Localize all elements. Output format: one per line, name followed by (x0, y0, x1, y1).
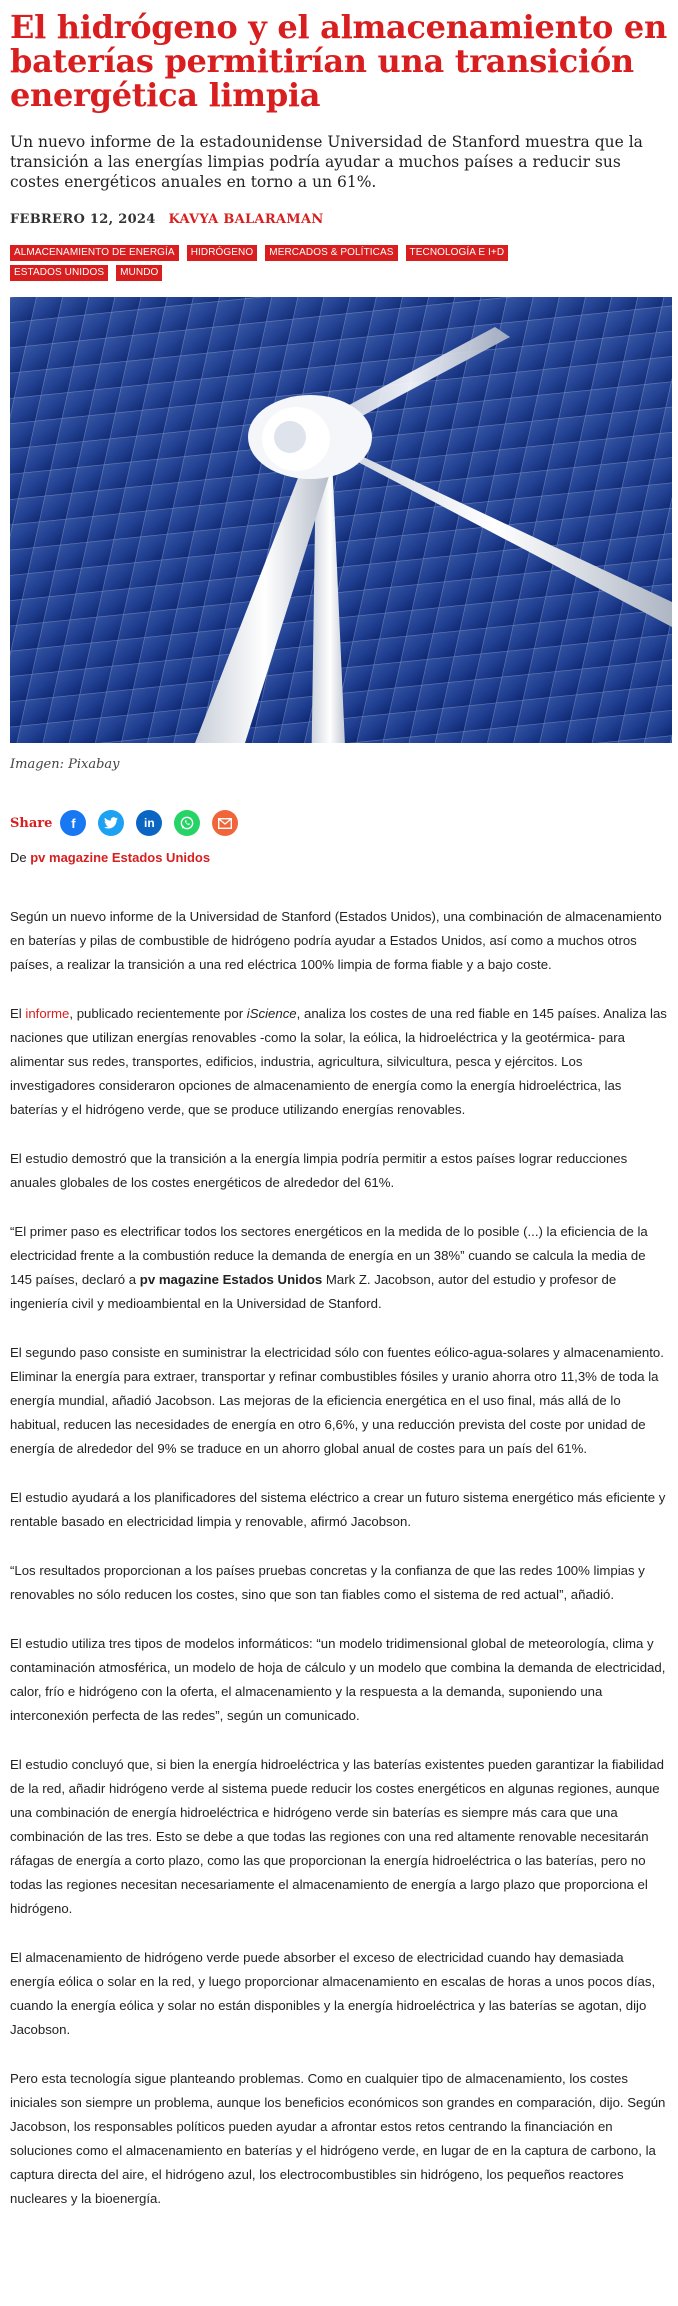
paragraph: El estudio utiliza tres tipos de modelos informáticos: “un modelo tridimensional global de meteorología, clima y contaminación atmosférica, un modelo de hoja de cálculo y un modelo que combina la demanda de electricidad, calor, frío e hidrógeno con la oferta, el almacenamiento y la respuesta a la demanda, suponiendo una interconexión perfecta de las redes”, según un comunicado. (10, 1636, 666, 1723)
paragraph: El estudio ayudará a los planificadores del sistema eléctrico a crear un futuro sistema energético más eficiente y rentable basado en electricidad limpia y renovable, afirmó Jacobson. (10, 1490, 666, 1529)
article-meta (10, 212, 668, 227)
source-prefix: De (10, 850, 31, 865)
informe-link[interactable]: informe (25, 1006, 70, 1021)
image-caption: Imagen: Pixabay (10, 757, 120, 772)
article-lede: Un nuevo informe de la estadounidense Universidad de Stanford muestra que la transición a las energías limpias podría ayudar a muchos países a reducir sus costes energéticos anuales en torno a un 61%. (10, 133, 643, 191)
tag-list (10, 245, 610, 281)
hero-image (10, 297, 672, 743)
paragraph: El segundo paso consiste en suministrar la electricidad sólo con fuentes eólico-agua-solares y almacenamiento. Eliminar la energía para extraer, transportar y refinar combustibles fósiles y uranio ahorra otro 11,3% de toda la energía mundial, añadió Jacobson. Las mejoras de la eficiencia energética en el uso final, más allá de lo habitual, reducen las necesidades de energía en otro 6,6%, y una reducción prevista del coste por unidad de energía de alrededor del 9% se traduce en un ahorro global anual de costes para un país del 61%. (10, 1345, 664, 1456)
facebook-icon[interactable]: f (60, 810, 86, 836)
journal-name: iScience (246, 1006, 297, 1021)
tag-almacenamiento[interactable]: ALMACENAMIENTO DE ENERGÍA (10, 245, 179, 261)
share-bar (10, 810, 668, 836)
paragraph: El estudio concluyó que, si bien la energía hidroeléctrica y las baterías existentes pueden garantizar la fiabilidad de la red, añadir hidrógeno verde al sistema puede reducir los costes energéticos en algunas regiones, aunque una combinación de energía hidroeléctrica e hidrógeno verde sin baterías es siempre más cara que una combinación de las tres. Esto se debe a que todas las regiones con una red altamente renovable necesitarán ráfagas de energía a corto plazo, como las que proporcionan la energía hidroeléctrica o las baterías, pero no todas las regiones necesitan necesariamente el almacenamiento de energía a largo plazo que proporciona el hidrógeno. (10, 1757, 664, 1916)
paragraph: El estudio demostró que la transición a la energía limpia podría permitir a estos países lograr reducciones anuales globales de los costes energéticos de alrededor del 61%. (10, 1151, 628, 1190)
article-title: El hidrógeno y el almacenamiento en baterías permitirían una transición energética limpia (10, 8, 667, 114)
share-label: Share (10, 815, 53, 831)
tag-hidrogeno[interactable]: HIDRÓGENO (187, 245, 258, 261)
linkedin-icon[interactable]: in (136, 810, 162, 836)
tag-mercados[interactable]: MERCADOS & POLÍTICAS (265, 245, 397, 261)
tag-tecnologia[interactable]: TECNOLOGÍA E I+D (406, 245, 509, 261)
paragraph: “El primer paso es electrificar todos los sectores energéticos en la medida de lo posible (...) la eficiencia de la electricidad frente a la combustión reduce la demanda de energía en un 38%” cuando se calcula la media de 145 países, declaró a pv magazine Estados Unidos Mark Z. Jacobson, autor del estudio y profesor de ingeniería civil y medioambiental en la Universidad de Stanford. (10, 1224, 648, 1311)
tag-mundo[interactable]: MUNDO (116, 265, 162, 281)
article-date: FEBRERO 12, 2024 (10, 212, 156, 227)
paragraph: Pero esta tecnología sigue planteando problemas. Como en cualquier tipo de almacenamiento, los costes iniciales son siempre un problema, aunque los beneficios económicos son grandes en comparación, dijo. Según Jacobson, los responsables políticos pueden ayudar a afrontar estos retos centrando la financiación en soluciones como el almacenamiento en baterías y el hidrógeno verde, en lugar de en la captura de carbono, la captura directa del aire, el hidrógeno azul, los electrocombustibles sin hidrógeno, los pequeños reactores nucleares y la bioenergía. (10, 2071, 666, 2206)
source-line (10, 850, 668, 865)
source-link[interactable]: pv magazine Estados Unidos (30, 850, 211, 865)
whatsapp-icon[interactable] (174, 810, 200, 836)
twitter-icon[interactable] (98, 810, 124, 836)
email-icon[interactable] (212, 810, 238, 836)
author-link[interactable]: KAVYA BALARAMAN (168, 212, 324, 227)
paragraph: El informe, publicado recientemente por iScience, analiza los costes de una red fiable en 145 países. Analiza las naciones que utilizan energías renovables -como la solar, la eólica, la hidroeléctrica y la geotérmica- para alimentar sus redes, transportes, edificios, industria, agricultura, silvicultura, pesca y ejércitos. Los investigadores consideraron opciones de almacenamiento de energía como la energía hidroeléctrica, las baterías y el hidrógeno verde, que se produce utilizando energías renovables. (10, 1006, 667, 1117)
paragraph: “Los resultados proporcionan a los países pruebas concretas y la confianza de que las redes 100% limpias y renovables no sólo reducen los costes, sino que son tan fiables como el sistema de red actual”, añadió. (10, 1563, 645, 1602)
article-body (10, 905, 668, 2211)
publication-name: pv magazine Estados Unidos (139, 1272, 323, 1287)
paragraph: El almacenamiento de hidrógeno verde puede absorber el exceso de electricidad cuando hay demasiada energía eólica o solar en la red, y luego proporcionar almacenamiento en escalas de horas a unos pocos días, cuando la energía eólica y solar no están disponibles y la energía hidroeléctrica y las baterías se agotan, dijo Jacobson. (10, 1950, 656, 2037)
paragraph: Según un nuevo informe de la Universidad de Stanford (Estados Unidos), una combinación de almacenamiento en baterías y pilas de combustible de hidrógeno podría ayudar a Estados Unidos, así como a muchos otros países, a realizar la transición a una red eléctrica 100% limpia de forma fiable y a bajo coste. (10, 909, 662, 972)
tag-estados-unidos[interactable]: ESTADOS UNIDOS (10, 265, 108, 281)
solar-wind-illustration (10, 297, 672, 743)
